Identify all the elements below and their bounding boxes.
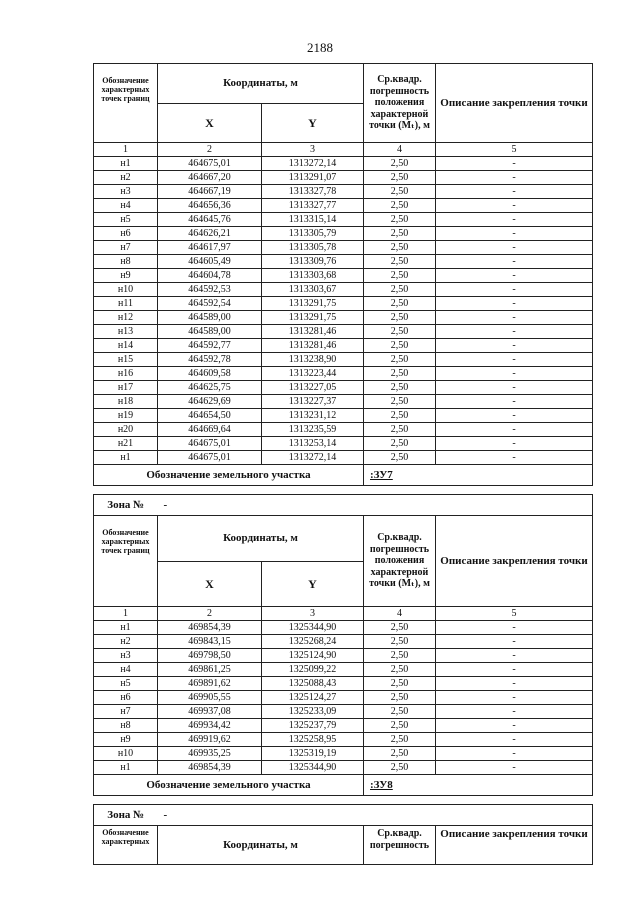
y-cell: 1313327,78 — [262, 185, 364, 199]
table-row — [94, 437, 593, 451]
page-number: 2188 — [307, 40, 333, 55]
error-cell: 2,50 — [364, 761, 436, 775]
header-point-label-partial: Обозначение характерных — [94, 826, 158, 865]
point-id-cell: н9 — [94, 733, 158, 747]
header-description: Описание закрепления точки — [436, 64, 593, 143]
x-cell: 464617,97 — [158, 241, 262, 255]
description-cell: - — [436, 381, 593, 395]
error-cell: 2,50 — [364, 423, 436, 437]
table-row — [94, 691, 593, 705]
table-row — [94, 451, 593, 465]
point-id-cell: н1 — [94, 157, 158, 171]
error-cell: 2,50 — [364, 663, 436, 677]
point-id-cell: н8 — [94, 719, 158, 733]
y-cell: 1325268,24 — [262, 635, 364, 649]
y-cell: 1325237,79 — [262, 719, 364, 733]
header-error: Ср.квадр. погрешность положения характерной точки (Mₜ), м — [364, 64, 436, 143]
error-cell: 2,50 — [364, 691, 436, 705]
column-number: 1 — [94, 143, 158, 157]
y-cell: 1325124,27 — [262, 691, 364, 705]
error-cell: 2,50 — [364, 635, 436, 649]
point-id-cell: н6 — [94, 227, 158, 241]
description-cell: - — [436, 199, 593, 213]
block2-rows — [94, 621, 593, 775]
y-cell: 1313281,46 — [262, 325, 364, 339]
table-row — [94, 157, 593, 171]
coordinates-table — [93, 63, 593, 865]
table-row — [94, 663, 593, 677]
header-coordinates: Координаты, м — [158, 64, 364, 104]
table-row — [94, 255, 593, 269]
x-cell: 469935,25 — [158, 747, 262, 761]
y-cell: 1325233,09 — [262, 705, 364, 719]
table-row — [94, 283, 593, 297]
header-point-label: Обозначение характерных точек границ — [94, 64, 158, 143]
x-cell: 469843,15 — [158, 635, 262, 649]
table-row — [94, 705, 593, 719]
table-row — [94, 423, 593, 437]
y-cell: 1313231,12 — [262, 409, 364, 423]
block1-rows — [94, 157, 593, 465]
x-cell: 464609,58 — [158, 367, 262, 381]
point-id-cell: н2 — [94, 171, 158, 185]
y-cell: 1313303,68 — [262, 269, 364, 283]
y-cell: 1313253,14 — [262, 437, 364, 451]
error-cell: 2,50 — [364, 381, 436, 395]
coordinates-document — [93, 63, 592, 865]
column-number: 5 — [436, 143, 593, 157]
point-id-cell: н6 — [94, 691, 158, 705]
table-row — [94, 761, 593, 775]
header-description: Описание закрепления точки — [436, 516, 593, 607]
error-cell: 2,50 — [364, 719, 436, 733]
column-number: 4 — [364, 143, 436, 157]
point-id-cell: н1 — [94, 621, 158, 635]
table-row — [94, 747, 593, 761]
error-cell: 2,50 — [364, 255, 436, 269]
column-number: 3 — [262, 143, 364, 157]
table-row — [94, 395, 593, 409]
description-cell: - — [436, 437, 593, 451]
point-id-cell: н2 — [94, 635, 158, 649]
y-cell: 1313227,37 — [262, 395, 364, 409]
table-row — [94, 353, 593, 367]
point-id-cell: н7 — [94, 705, 158, 719]
error-cell: 2,50 — [364, 283, 436, 297]
x-cell: 464589,00 — [158, 325, 262, 339]
y-cell: 1325319,19 — [262, 747, 364, 761]
x-cell: 469854,39 — [158, 621, 262, 635]
error-cell: 2,50 — [364, 339, 436, 353]
parcel-label: Обозначение земельного участка — [94, 465, 364, 486]
y-cell: 1313272,14 — [262, 157, 364, 171]
table-row — [94, 241, 593, 255]
description-cell: - — [436, 311, 593, 325]
description-cell: - — [436, 353, 593, 367]
description-cell: - — [436, 185, 593, 199]
description-cell: - — [436, 761, 593, 775]
x-cell: 464675,01 — [158, 157, 262, 171]
x-cell: 469854,39 — [158, 761, 262, 775]
x-cell: 464669,64 — [158, 423, 262, 437]
error-cell: 2,50 — [364, 395, 436, 409]
point-id-cell: н13 — [94, 325, 158, 339]
point-id-cell: н20 — [94, 423, 158, 437]
error-cell: 2,50 — [364, 269, 436, 283]
x-cell: 464667,19 — [158, 185, 262, 199]
point-id-cell: н11 — [94, 297, 158, 311]
parcel-label: Обозначение земельного участка — [94, 775, 364, 796]
description-cell: - — [436, 635, 593, 649]
x-cell: 464654,50 — [158, 409, 262, 423]
column-number: 5 — [436, 607, 593, 621]
table-row — [94, 297, 593, 311]
x-cell: 469937,08 — [158, 705, 262, 719]
error-cell: 2,50 — [364, 621, 436, 635]
x-cell: 464625,75 — [158, 381, 262, 395]
x-cell: 469934,42 — [158, 719, 262, 733]
error-cell: 2,50 — [364, 325, 436, 339]
column-number-row — [94, 143, 593, 157]
description-cell: - — [436, 747, 593, 761]
y-cell: 1313291,75 — [262, 297, 364, 311]
point-id-cell: н19 — [94, 409, 158, 423]
table-row — [94, 269, 593, 283]
description-cell: - — [436, 705, 593, 719]
point-id-cell: н9 — [94, 269, 158, 283]
x-cell: 469861,25 — [158, 663, 262, 677]
x-cell: 464604,78 — [158, 269, 262, 283]
error-cell: 2,50 — [364, 705, 436, 719]
column-number: 4 — [364, 607, 436, 621]
y-cell: 1313327,77 — [262, 199, 364, 213]
point-id-cell: н4 — [94, 663, 158, 677]
parcel-value: :ЗУ7 — [364, 465, 593, 486]
description-cell: - — [436, 691, 593, 705]
point-id-cell: н1 — [94, 451, 158, 465]
column-number: 2 — [158, 607, 262, 621]
point-id-cell: н3 — [94, 649, 158, 663]
header-error-partial: Ср.квадр. погрешность — [364, 826, 436, 865]
column-number: 2 — [158, 143, 262, 157]
table-row — [94, 649, 593, 663]
description-cell: - — [436, 367, 593, 381]
point-id-cell: н15 — [94, 353, 158, 367]
description-cell: - — [436, 157, 593, 171]
table-row — [94, 199, 593, 213]
y-cell: 1325344,90 — [262, 621, 364, 635]
error-cell: 2,50 — [364, 677, 436, 691]
error-cell: 2,50 — [364, 409, 436, 423]
table-row — [94, 227, 593, 241]
table-row — [94, 171, 593, 185]
description-cell: - — [436, 409, 593, 423]
x-cell: 464667,20 — [158, 171, 262, 185]
description-cell: - — [436, 325, 593, 339]
y-cell: 1313315,14 — [262, 213, 364, 227]
y-cell: 1313272,14 — [262, 451, 364, 465]
zone-value: - — [158, 805, 593, 826]
y-cell: 1313291,07 — [262, 171, 364, 185]
error-cell: 2,50 — [364, 733, 436, 747]
x-cell: 464589,00 — [158, 311, 262, 325]
description-cell: - — [436, 283, 593, 297]
point-id-cell: н10 — [94, 747, 158, 761]
x-cell: 464592,54 — [158, 297, 262, 311]
column-number-row — [94, 607, 593, 621]
x-cell: 464605,49 — [158, 255, 262, 269]
error-cell: 2,50 — [364, 185, 436, 199]
error-cell: 2,50 — [364, 649, 436, 663]
table-row — [94, 185, 593, 199]
description-cell: - — [436, 395, 593, 409]
point-id-cell: н7 — [94, 241, 158, 255]
x-cell: 464675,01 — [158, 451, 262, 465]
point-id-cell: н12 — [94, 311, 158, 325]
x-cell: 464592,77 — [158, 339, 262, 353]
x-cell: 464626,21 — [158, 227, 262, 241]
column-number: 1 — [94, 607, 158, 621]
y-cell: 1313303,67 — [262, 283, 364, 297]
y-cell: 1313305,78 — [262, 241, 364, 255]
description-cell: - — [436, 719, 593, 733]
point-id-cell: н18 — [94, 395, 158, 409]
error-cell: 2,50 — [364, 747, 436, 761]
point-id-cell: н5 — [94, 677, 158, 691]
header-x: X — [158, 103, 262, 143]
point-id-cell: н10 — [94, 283, 158, 297]
error-cell: 2,50 — [364, 353, 436, 367]
x-cell: 464656,36 — [158, 199, 262, 213]
error-cell: 2,50 — [364, 171, 436, 185]
y-cell: 1325124,90 — [262, 649, 364, 663]
x-cell: 469905,55 — [158, 691, 262, 705]
description-cell: - — [436, 297, 593, 311]
error-cell: 2,50 — [364, 451, 436, 465]
x-cell: 464675,01 — [158, 437, 262, 451]
description-cell: - — [436, 227, 593, 241]
table-row — [94, 733, 593, 747]
x-cell: 464592,53 — [158, 283, 262, 297]
x-cell: 469798,50 — [158, 649, 262, 663]
zone-label: Зона № — [94, 805, 158, 826]
point-id-cell: н1 — [94, 761, 158, 775]
description-cell: - — [436, 621, 593, 635]
y-cell: 1313223,44 — [262, 367, 364, 381]
table-row — [94, 325, 593, 339]
parcel-value: :ЗУ8 — [364, 775, 593, 796]
error-cell: 2,50 — [364, 199, 436, 213]
error-cell: 2,50 — [364, 241, 436, 255]
column-number: 3 — [262, 607, 364, 621]
error-cell: 2,50 — [364, 367, 436, 381]
y-cell: 1313235,59 — [262, 423, 364, 437]
y-cell: 1325344,90 — [262, 761, 364, 775]
description-cell: - — [436, 213, 593, 227]
error-cell: 2,50 — [364, 311, 436, 325]
y-cell: 1325088,43 — [262, 677, 364, 691]
point-id-cell: н8 — [94, 255, 158, 269]
table-row — [94, 339, 593, 353]
point-id-cell: н21 — [94, 437, 158, 451]
description-cell: - — [436, 171, 593, 185]
table-row — [94, 719, 593, 733]
table-row — [94, 213, 593, 227]
description-cell: - — [436, 339, 593, 353]
y-cell: 1313305,79 — [262, 227, 364, 241]
description-cell: - — [436, 255, 593, 269]
header-coordinates: Координаты, м — [158, 826, 364, 865]
table-row — [94, 381, 593, 395]
y-cell: 1313291,75 — [262, 311, 364, 325]
table-row — [94, 409, 593, 423]
description-cell: - — [436, 649, 593, 663]
x-cell: 469891,62 — [158, 677, 262, 691]
header-y: Y — [262, 103, 364, 143]
header-x: X — [158, 561, 262, 607]
point-id-cell: н5 — [94, 213, 158, 227]
description-cell: - — [436, 677, 593, 691]
table-row — [94, 635, 593, 649]
point-id-cell: н4 — [94, 199, 158, 213]
description-cell: - — [436, 663, 593, 677]
point-id-cell: н14 — [94, 339, 158, 353]
y-cell: 1325258,95 — [262, 733, 364, 747]
x-cell: 464645,76 — [158, 213, 262, 227]
x-cell: 469919,62 — [158, 733, 262, 747]
error-cell: 2,50 — [364, 213, 436, 227]
y-cell: 1313309,76 — [262, 255, 364, 269]
header-description: Описание закрепления точки — [436, 826, 593, 865]
point-id-cell: н17 — [94, 381, 158, 395]
error-cell: 2,50 — [364, 227, 436, 241]
header-error: Ср.квадр. погрешность положения характерной точки (Mₜ), м — [364, 516, 436, 607]
description-cell: - — [436, 451, 593, 465]
y-cell: 1325099,22 — [262, 663, 364, 677]
zone-value: - — [158, 495, 593, 516]
table-row — [94, 677, 593, 691]
header-y: Y — [262, 561, 364, 607]
error-cell: 2,50 — [364, 437, 436, 451]
table-row — [94, 367, 593, 381]
x-cell: 464629,69 — [158, 395, 262, 409]
description-cell: - — [436, 733, 593, 747]
point-id-cell: н16 — [94, 367, 158, 381]
description-cell: - — [436, 423, 593, 437]
y-cell: 1313281,46 — [262, 339, 364, 353]
description-cell: - — [436, 269, 593, 283]
table-row — [94, 621, 593, 635]
table-row — [94, 311, 593, 325]
error-cell: 2,50 — [364, 157, 436, 171]
error-cell: 2,50 — [364, 297, 436, 311]
header-coordinates: Координаты, м — [158, 516, 364, 562]
y-cell: 1313227,05 — [262, 381, 364, 395]
point-id-cell: н3 — [94, 185, 158, 199]
description-cell: - — [436, 241, 593, 255]
y-cell: 1313238,90 — [262, 353, 364, 367]
zone-label: Зона № — [94, 495, 158, 516]
header-point-label: Обозначение характерных точек границ — [94, 516, 158, 607]
x-cell: 464592,78 — [158, 353, 262, 367]
